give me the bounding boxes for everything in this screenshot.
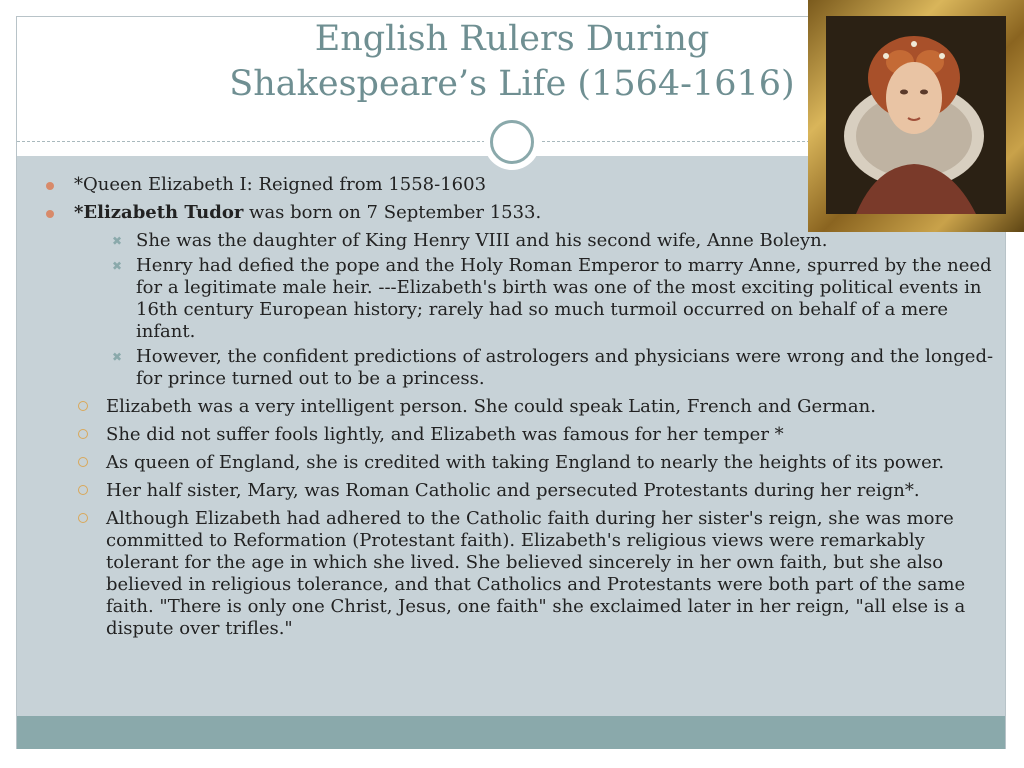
sub-bullet-item	[40, 255, 1000, 343]
title-line-2: Shakespeare’s Life (1564-1616)	[229, 64, 795, 104]
bullet-text: *Queen Elizabeth I: Reigned from 1558-1603	[74, 174, 487, 195]
circle-bullet-text: Elizabeth was a very intelligent person. She could speak Latin, French and German.	[106, 396, 876, 417]
circle-bullet-item	[40, 424, 1000, 446]
slide-content	[40, 174, 1000, 646]
circle-bullet-item	[40, 452, 1000, 474]
hollow-circle-icon	[78, 401, 88, 411]
cross-star-icon: ✖	[112, 234, 123, 248]
sub-bullet-item	[40, 230, 1000, 252]
circle-bullet-item	[40, 508, 1000, 640]
bullet-item	[40, 202, 1000, 224]
ornament-ring	[490, 120, 534, 164]
circle-bullet-text: She did not suffer fools lightly, and Elizabeth was famous for her temper *	[106, 424, 784, 445]
filled-dot-icon	[46, 182, 54, 190]
circle-bullet-text: Although Elizabeth had adhered to the Catholic faith during her sister's reign, she was more committed to Reformation (Protestant faith). Elizabeth's religious views were remarkably tolerant for the age in which she lived. She believed sincerely in her own faith, but she also believed in religious tolerance, and that Catholics and Protestants were both part of the same faith. "There is only one Christ, Jesus, one faith" she exclaimed later in her reign, "all else is a dispute over trifles."	[106, 508, 966, 639]
sub-bullet-item	[40, 346, 1000, 390]
circle-bullet-text: Her half sister, Mary, was Roman Catholic and persecuted Protestants during her reign*.	[106, 480, 920, 501]
footer-band	[17, 716, 1005, 749]
filled-dot-icon	[46, 210, 54, 218]
hollow-circle-icon	[78, 457, 88, 467]
cross-star-icon: ✖	[112, 259, 123, 273]
circle-bullet-text: As queen of England, she is credited with taking England to nearly the heights of its power.	[106, 452, 945, 473]
circle-bullet-item	[40, 480, 1000, 502]
circle-bullet-item	[40, 396, 1000, 418]
sub-bullet-text: Henry had defied the pope and the Holy Roman Emperor to marry Anne, spurred by the need for a legitimate male heir. ---Elizabeth's birth was one of the most exciting political events in 16th century European history; rarely had so much turmoil occurred on behalf of a mere infant.	[136, 255, 992, 342]
title-line-1: English Rulers During	[314, 19, 710, 59]
cross-star-icon: ✖	[112, 350, 123, 364]
sub-bullet-text: However, the confident predictions of astrologers and physicians were wrong and the longed-for prince turned out to be a princess.	[136, 346, 994, 389]
ring-ornament-icon	[484, 114, 540, 170]
bullet-item	[40, 174, 1000, 196]
hollow-circle-icon	[78, 429, 88, 439]
sub-bullet-text: She was the daughter of King Henry VIII and his second wife, Anne Boleyn.	[136, 230, 828, 251]
hollow-circle-icon	[78, 485, 88, 495]
bullet-bold-text: *Elizabeth Tudor	[74, 202, 244, 223]
hollow-circle-icon	[78, 513, 88, 523]
bullet-text: was born on 7 September 1533.	[243, 202, 542, 223]
